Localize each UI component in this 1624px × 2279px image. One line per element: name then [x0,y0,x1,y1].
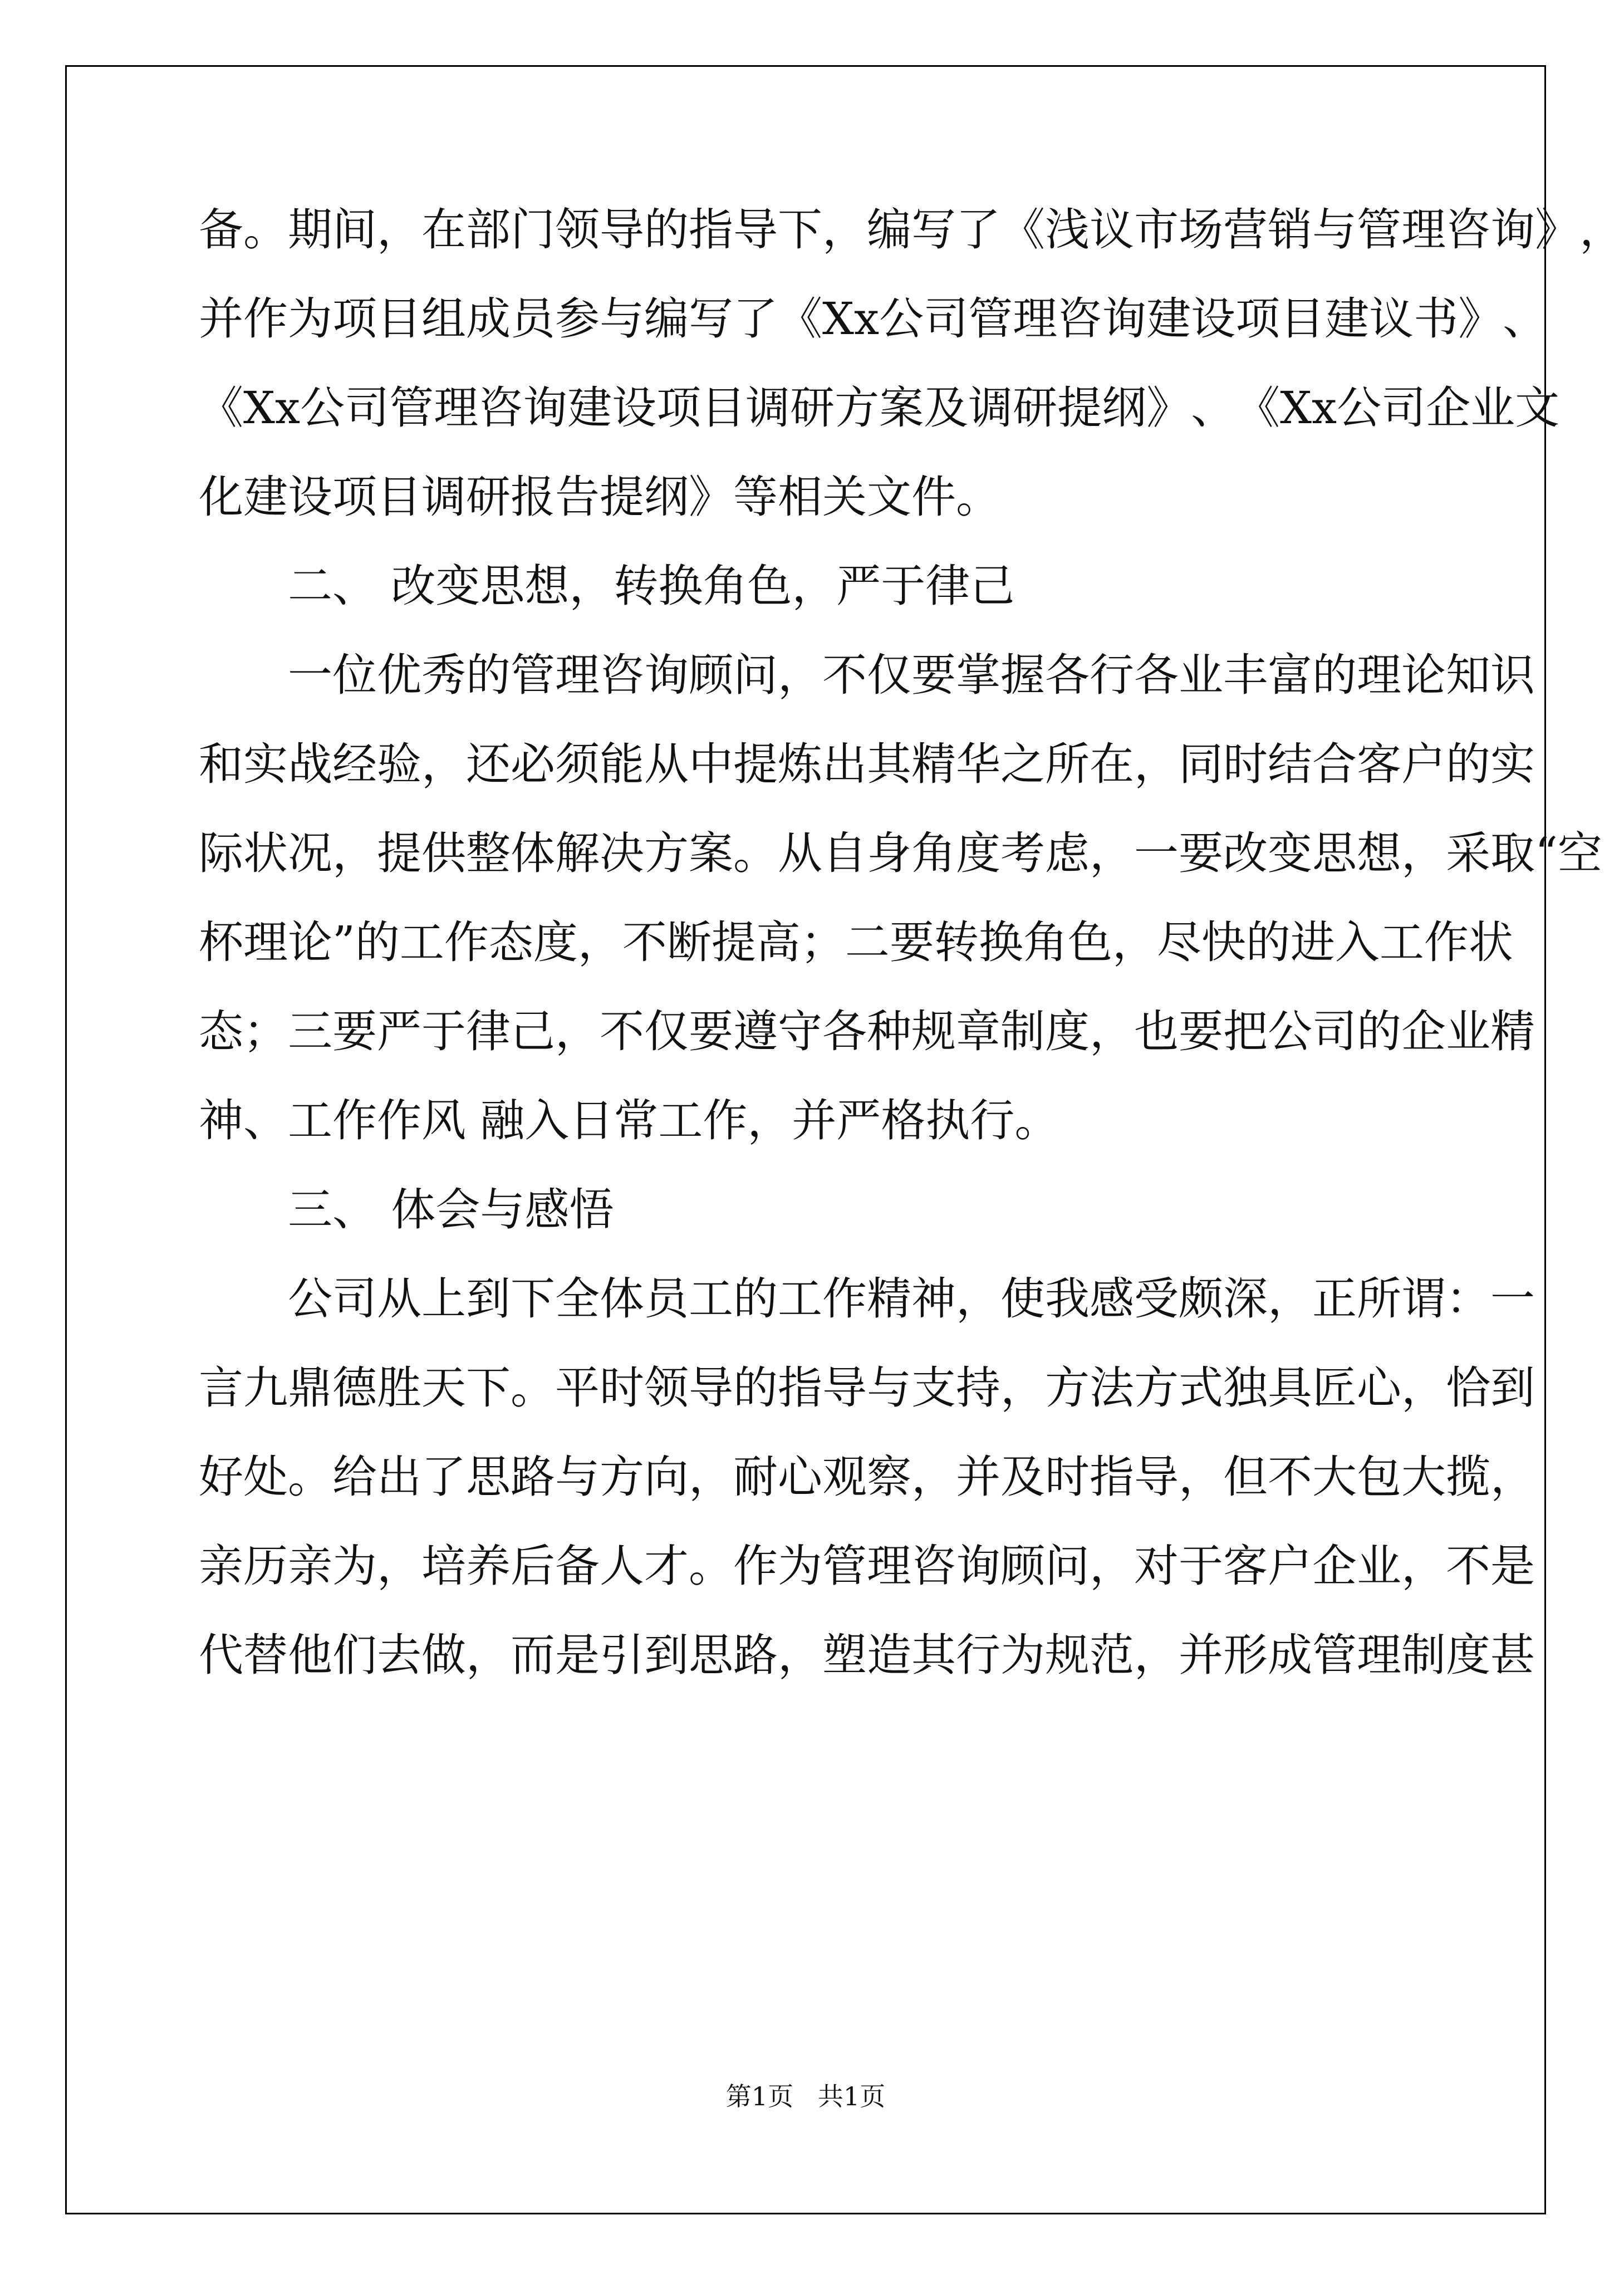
text-line: 一 位 优 秀 的 管 理 咨 询 顾 问 ， 不 仅 要 掌 握 各 行 各 业 丰 富 的 理 论 知 识 [288,649,1535,701]
text-line: 代 替 他 们 去 做 ， 而 是 引 到 思 路 ， 塑 造 其 行 为 规 范 ， 并 形 成 管 理 制 度 甚 [199,1629,1535,1681]
text-line: 化建设项目调研报告提纲》等相关文件。 [199,471,1000,523]
text-line: 神、工作作风 融入日常工作，并严格执行。 [199,1095,1059,1146]
text-line: 言 九 鼎 德 胜 天 下 。 平 时 领 导 的 指 导 与 支 持 ， 方 法 方 式 独 具 匠 心 ， 恰 到 [199,1362,1535,1414]
text-line: 并 作 为 项 目 组 成 员 参 与 编 写 了 《 Xx 公 司 管 理 咨 询 建 设 项 目 建 议 书 》 、 [199,293,1548,345]
text-line: 态 ； 三 要 严 于 律 己 ， 不 仅 要 遵 守 各 种 规 章 制 度 ， 也 要 把 公 司 的 企 业 精 [199,1006,1535,1057]
text-line: 公 司 从 上 到 下 全 体 员 工 的 工 作 精 神 ， 使 我 感 受 颇 深 ， 正 所 谓 ： 一 [288,1273,1535,1325]
page-footer [0,2080,1611,2113]
text-line: 亲 历 亲 为 ， 培 养 后 备 人 才 。 作 为 管 理 咨 询 顾 问 ， 对 于 客 户 企 业 ， 不 是 [199,1540,1535,1592]
section-heading: 三、 体会与感悟 [288,1184,614,1236]
text-line: 备 。 期 间 ， 在 部 门 领 导 的 指 导 下 ， 编 写 了 《 浅 议 市 场 营 销 与 管 理 咨 询 》 ， [199,204,1624,256]
text-line: 好 处 。 给 出 了 思 路 与 方 向 ， 耐 心 观 察 ， 并 及 时 指 导 ， 但 不 大 包 大 揽 ， [199,1451,1535,1503]
text-line: 《 Xx 公 司 管 理 咨 询 建 设 项 目 调 研 方 案 及 调 研 提 纲 》 、 《 Xx 公 司 企 业 文 [199,382,1560,434]
section-heading: 二、 改变思想，转换角色，严于律己 [288,560,1015,612]
text-line: 际 状 况 ， 提 供 整 体 解 决 方 案 。 从 自 身 角 度 考 虑 ， 一 要 改 变 思 想 ， 采 取 “ 空 [199,827,1602,879]
page-number: 第1页 共1页 [725,2081,886,2111]
text-line: 杯 理 论 ” 的 工 作 态 度 ， 不 断 提 高 ； 二 要 转 换 角 色 ， 尽 快 的 进 入 工 作 状 [199,916,1513,968]
text-line: 和 实 战 经 验 ， 还 必 须 能 从 中 提 炼 出 其 精 华 之 所 在 ， 同 时 结 合 客 户 的 实 [199,738,1535,790]
